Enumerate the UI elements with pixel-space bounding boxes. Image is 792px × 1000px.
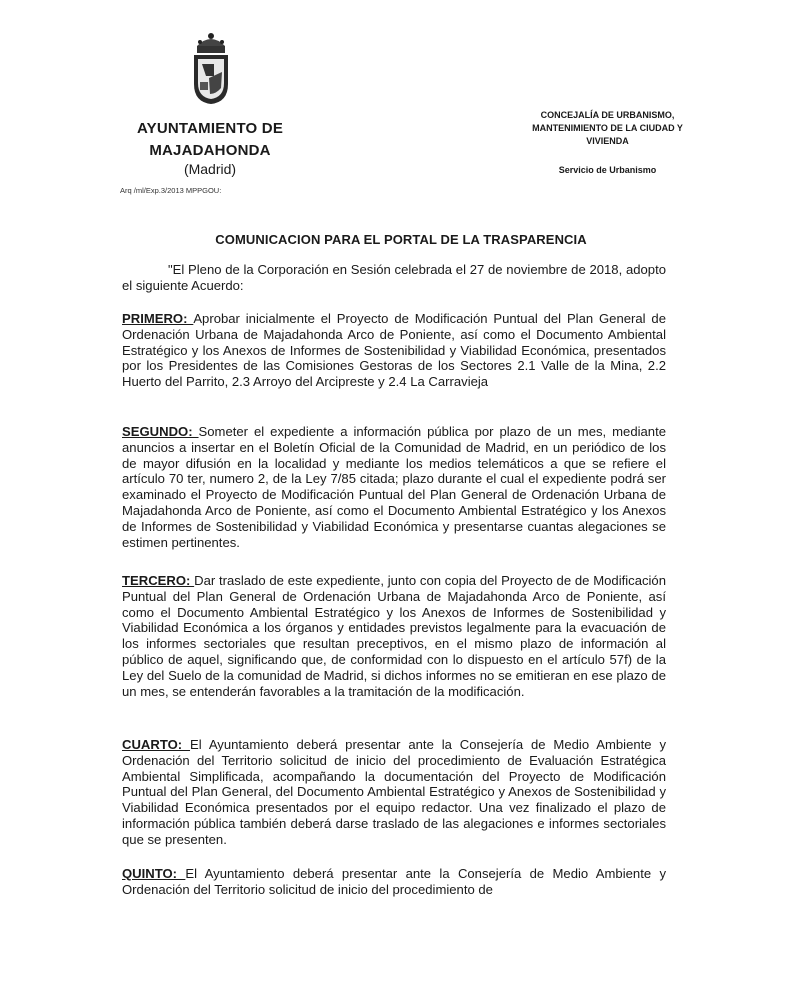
intro-paragraph: "El Pleno de la Corporación en Sesión celebrada el 27 de noviembre de 2018, adopto el siguiente Acuerdo:	[122, 262, 666, 293]
section-text: Dar traslado de este expediente, junto con copia del Proyecto de de Modificación Puntual del Plan General de Ordenación Urbana de Majadahonda Arco de Poniente, así como el Documento Ambiental Estratégico y los Anexos de Informes de Sostenibilidad y Viabilidad Económica a los órganos y entidades previstos legalmente para la evacuación de los informes sectoriales que resultan preceptivos, en el mismo plazo de información al público de aquel, significando que, de conformidad con lo dispuesto en el artículo 57f) de la Ley del Suelo de la comunidad de Madrid, si dichos informes no se emitieran en ese plazo de un mes, se entenderán favorables a la tramitación de la modificación.	[122, 573, 666, 699]
section-text: Aprobar inicialmente el Proyecto de Modificación Puntual del Plan General de Ordenación Urbana de Majadahonda Arco de Poniente, así como el Documento Ambiental Estratégico y los Anexos de Informes de Sostenibilidad y Viabilidad Económica, presentados por los Presidentes de las Comisiones Gestoras de los Sectores 2.1 Valle de la Mina, 2.2 Huerto del Parrito, 2.3 Arroyo del Arcipreste y 2.4 La Carravieja	[122, 311, 666, 390]
section-text: El Ayuntamiento deberá presentar ante la Consejería de Medio Ambiente y Ordenación del Territorio solicitud de inicio del procedimiento de Evaluación Estratégica Ambiental Simplificada, acompañando la documentación del Proyecto de Modificación Puntual del Plan General, del Documento Ambiental Estratégico y Anexos de Sostenibilidad y Viabilidad Económica presentados por el equipo redactor. Una vez finalizado el plazo de información pública también deberá darse traslado de las alegaciones e informes sectoriales que se presenten.	[122, 737, 666, 847]
file-reference: Arq /ml/Exp.3/2013 MPPGOU:	[120, 186, 222, 195]
section-heading: CUARTO:	[122, 737, 191, 752]
section-cuarto	[122, 737, 666, 848]
service-name: Servicio de Urbanismo	[558, 165, 657, 175]
dept-line3: VIVIENDA	[586, 136, 629, 146]
section-text: Someter el expediente a información pública por plazo de un mes, mediante anuncios a insertar en el Boletín Oficial de la Comunidad de Madrid, en un periódico de los de mayor difusión en la localidad y mediante los medios telemáticos a que se refiere el artículo 70 ter, numero 2, de la Ley 7/85 citada; plazo durante el cual el expediente podrá ser examinado el Proyecto de Modificación Puntual del Plan General de Ordenación Urbana de Majadahonda Arco de Poniente, así como el Documento Ambiental Estratégico y los Anexos de Informes de Sostenibilidad y Viabilidad Económica y presentarse cuantas alegaciones se estimen pertinentes.	[122, 424, 667, 550]
org-name-line2: MAJADAHONDA	[149, 142, 271, 159]
section-segundo	[122, 424, 666, 550]
section-heading: QUINTO:	[122, 866, 186, 881]
dept-line1: CONCEJALÍA DE URBANISMO,	[540, 110, 675, 120]
org-name-line1: AYUNTAMIENTO DE	[136, 120, 284, 137]
section-quinto	[122, 866, 666, 898]
document-title: COMUNICACION PARA EL PORTAL DE LA TRASPARENCIA	[215, 232, 587, 247]
section-text: El Ayuntamiento deberá presentar ante la Consejería de Medio Ambiente y Ordenación del Territorio solicitud de inicio del procedimiento de	[122, 866, 666, 897]
department-name	[500, 109, 715, 148]
dept-line2: MANTENIMIENTO DE LA CIUDAD Y	[532, 123, 683, 133]
coat-of-arms-icon	[188, 32, 234, 106]
municipal-coat-of-arms	[188, 32, 234, 106]
section-heading: PRIMERO:	[122, 311, 194, 326]
section-tercero	[122, 573, 666, 699]
section-heading: SEGUNDO:	[122, 424, 199, 439]
organization-name	[120, 118, 300, 162]
section-heading: TERCERO:	[122, 573, 195, 588]
organization-region: (Madrid)	[183, 161, 237, 177]
section-primero	[122, 311, 666, 390]
